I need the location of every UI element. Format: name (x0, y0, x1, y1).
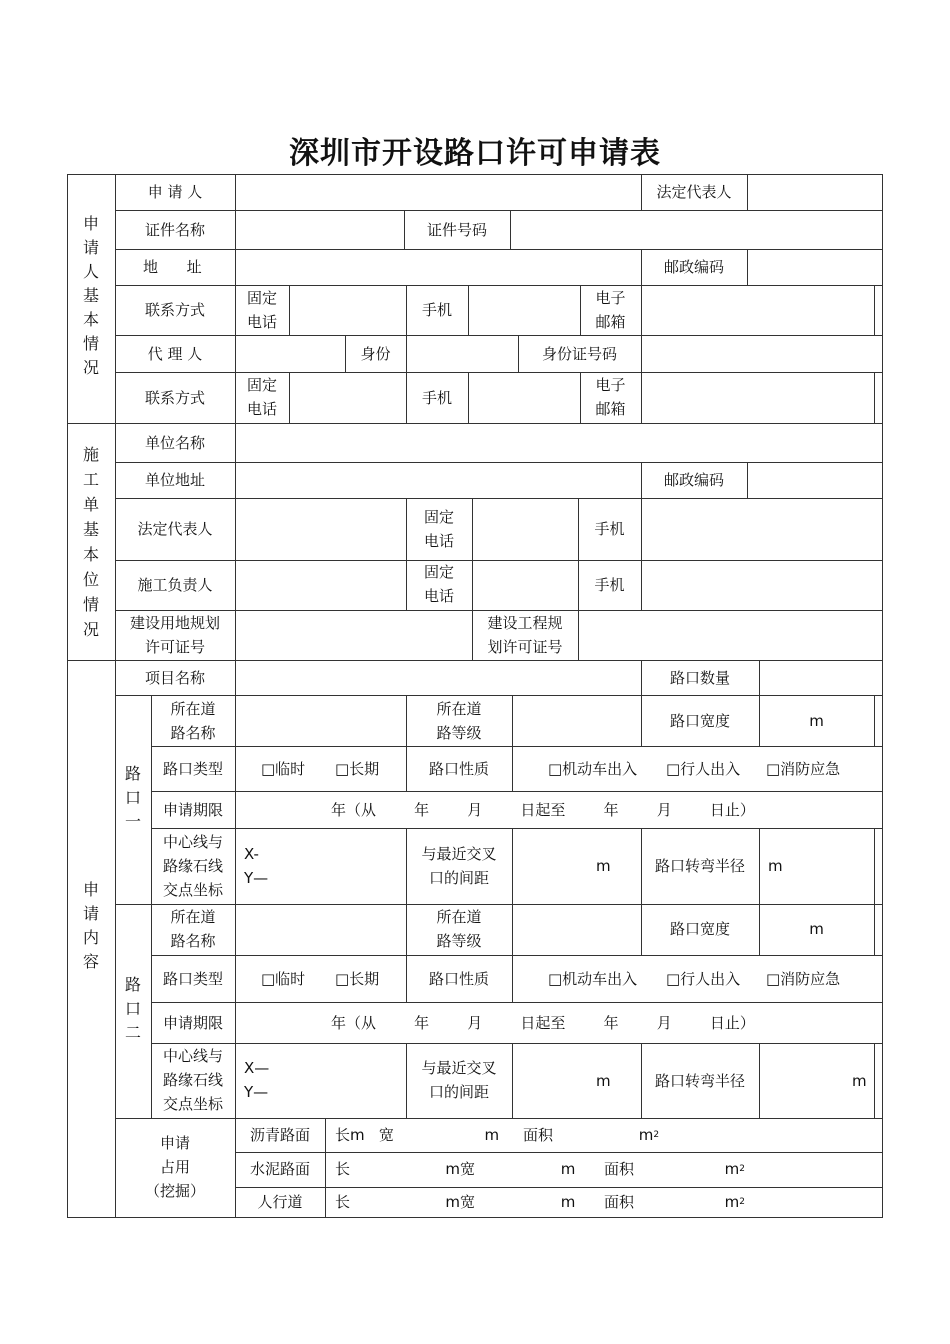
occupy-label-2: 占用 (159, 1158, 190, 1176)
j1-pedestrian-checkbox[interactable]: □行人出入 (666, 760, 741, 778)
junction2-label: 路口二 (124, 975, 141, 1042)
j2-distance-label: 与最近交叉 (421, 1059, 497, 1077)
j1-road-grade-label: 所在道 (436, 700, 482, 718)
asphalt-sq-superscript: 2 (653, 1130, 660, 1140)
eng-permit-label: 建设工程规 (487, 614, 563, 632)
j2-fire-checkbox[interactable]: □消防应急 (766, 970, 841, 988)
j1-motor-checkbox[interactable]: □机动车出入 (548, 760, 638, 778)
j2-temporary-checkbox[interactable]: □临时 (261, 970, 306, 988)
occupy-label-3: （挖掘） (144, 1182, 205, 1200)
agent-mobile-label: 手机 (421, 389, 452, 407)
asphalt-dims-text: 长m 宽 m 面积 m (335, 1126, 654, 1144)
j1-period-label: 申请期限 (162, 801, 223, 819)
address-label: 地 址 (143, 258, 202, 276)
j2-distance-unit: m (596, 1072, 611, 1090)
j1-x-coord: X- (244, 845, 259, 863)
j2-period-label: 申请期限 (162, 1014, 223, 1032)
agent-fixed-phone-label: 固定 (247, 376, 278, 394)
id-no-label: 身份证号码 (541, 345, 617, 363)
section-applicant-label: 申请人基本情况 (82, 214, 99, 377)
email-label-2: 邮箱 (595, 313, 626, 331)
j2-distance-label-2: 口的间距 (428, 1083, 489, 1101)
legal-rep-label: 法定代表人 (656, 183, 732, 201)
agent-fixed-phone-label-2: 电话 (247, 400, 278, 418)
j2-x-coord: X— (244, 1059, 270, 1077)
land-permit-label-2: 许可证号 (144, 638, 205, 656)
lead-mobile-label: 手机 (594, 576, 625, 594)
j2-type-label: 路口类型 (162, 970, 223, 988)
lead-fixed-phone-label-2: 电话 (423, 587, 454, 605)
agent-contact-label: 联系方式 (144, 389, 205, 407)
j1-turn-radius-unit: m (768, 857, 783, 875)
cement-label: 水泥路面 (249, 1160, 310, 1178)
asphalt-dims (335, 1123, 659, 1147)
j2-nature-label: 路口性质 (428, 970, 489, 988)
applicant-label: 申 请 人 (147, 183, 203, 201)
junction-count-label: 路口数量 (669, 669, 730, 687)
asphalt-label: 沥青路面 (249, 1126, 310, 1144)
j2-period-text: 年（从 年 月 日起至 年 月 日止） (331, 1014, 755, 1032)
j2-coord-label: 中心线与 (162, 1047, 223, 1065)
j2-coord-label-2: 路缘石线 (162, 1071, 223, 1089)
unit-address-label: 单位地址 (144, 471, 205, 489)
agent-email-label-2: 邮箱 (595, 400, 626, 418)
contractor-fixed-phone-label: 固定 (423, 508, 454, 526)
mobile-label: 手机 (421, 301, 452, 319)
cement-dims (335, 1157, 745, 1181)
cert-no-label: 证件号码 (426, 221, 487, 239)
j1-period-text: 年（从 年 月 日起至 年 月 日止） (331, 801, 755, 819)
j2-width-label: 路口宽度 (669, 920, 730, 938)
j1-road-name-label: 所在道 (170, 700, 216, 718)
j1-width-label: 路口宽度 (669, 712, 730, 730)
cement-dims-text: 长 m宽 m 面积 m (335, 1160, 740, 1178)
sidewalk-label: 人行道 (257, 1193, 303, 1211)
agent-label: 代 理 人 (147, 345, 203, 363)
identity-label: 身份 (360, 345, 391, 363)
j1-distance-label: 与最近交叉 (421, 845, 497, 863)
postcode-label: 邮政编码 (663, 258, 724, 276)
cert-name-label: 证件名称 (144, 221, 205, 239)
agent-email-label: 电子 (595, 376, 626, 394)
j2-width-unit: m (809, 920, 824, 938)
contractor-mobile-label: 手机 (594, 520, 625, 538)
occupy-label: 申请 (159, 1134, 190, 1152)
j1-fire-checkbox[interactable]: □消防应急 (766, 760, 841, 778)
j1-coord-label-2: 路缘石线 (162, 857, 223, 875)
j2-road-name-label-2: 路名称 (170, 932, 216, 950)
j1-road-grade-label-2: 路等级 (436, 724, 482, 742)
fixed-phone-label-2: 电话 (247, 313, 278, 331)
project-name-label: 项目名称 (144, 669, 205, 687)
sidewalk-dims-text: 长 m宽 m 面积 m (335, 1193, 740, 1211)
contractor-fixed-phone-label-2: 电话 (423, 532, 454, 550)
j2-pedestrian-checkbox[interactable]: □行人出入 (666, 970, 741, 988)
contractor-legal-rep-label: 法定代表人 (137, 520, 213, 538)
j2-motor-checkbox[interactable]: □机动车出入 (548, 970, 638, 988)
j1-distance-unit: m (596, 857, 611, 875)
j1-coord-label: 中心线与 (162, 833, 223, 851)
j1-y-coord: Y— (244, 869, 269, 887)
j2-road-grade-label: 所在道 (436, 908, 482, 926)
sidewalk-sq-superscript: 2 (739, 1197, 745, 1207)
j2-long-term-checkbox[interactable]: □长期 (335, 970, 380, 988)
j2-coord-label-3: 交点坐标 (162, 1095, 223, 1113)
land-permit-label: 建设用地规划 (129, 614, 220, 632)
eng-permit-label-2: 划许可证号 (487, 638, 563, 656)
lead-fixed-phone-label: 固定 (423, 563, 454, 581)
sidewalk-dims (335, 1190, 745, 1214)
j1-nature-label: 路口性质 (428, 760, 489, 778)
j1-distance-label-2: 口的间距 (428, 869, 489, 887)
j2-turn-radius-unit: m (852, 1072, 867, 1090)
cement-sq-superscript: 2 (739, 1164, 745, 1174)
section-contractor-label: 施工单基本位情况 (82, 445, 99, 639)
email-label: 电子 (595, 289, 626, 307)
j2-road-grade-label-2: 路等级 (436, 932, 482, 950)
construction-lead-label: 施工负责人 (137, 576, 213, 594)
j2-turn-radius-label: 路口转弯半径 (654, 1072, 745, 1090)
j1-turn-radius-label: 路口转弯半径 (654, 857, 745, 875)
section-content-label: 申请内容 (82, 880, 99, 971)
j2-y-coord: Y— (244, 1083, 269, 1101)
unit-name-label: 单位名称 (144, 434, 205, 452)
fixed-phone-label: 固定 (247, 289, 278, 307)
j1-type-label: 路口类型 (162, 760, 223, 778)
junction1-label: 路口一 (124, 764, 141, 831)
j1-long-term-checkbox[interactable]: □长期 (335, 760, 380, 778)
j1-road-name-label-2: 路名称 (170, 724, 216, 742)
j1-width-unit: m (809, 712, 824, 730)
j1-temporary-checkbox[interactable]: □临时 (261, 760, 306, 778)
j2-road-name-label: 所在道 (170, 908, 216, 926)
contractor-postcode-label: 邮政编码 (663, 471, 724, 489)
j1-coord-label-3: 交点坐标 (162, 881, 223, 899)
page-title: 深圳市开设路口许可申请表 (289, 136, 661, 171)
contact-label: 联系方式 (144, 301, 205, 319)
